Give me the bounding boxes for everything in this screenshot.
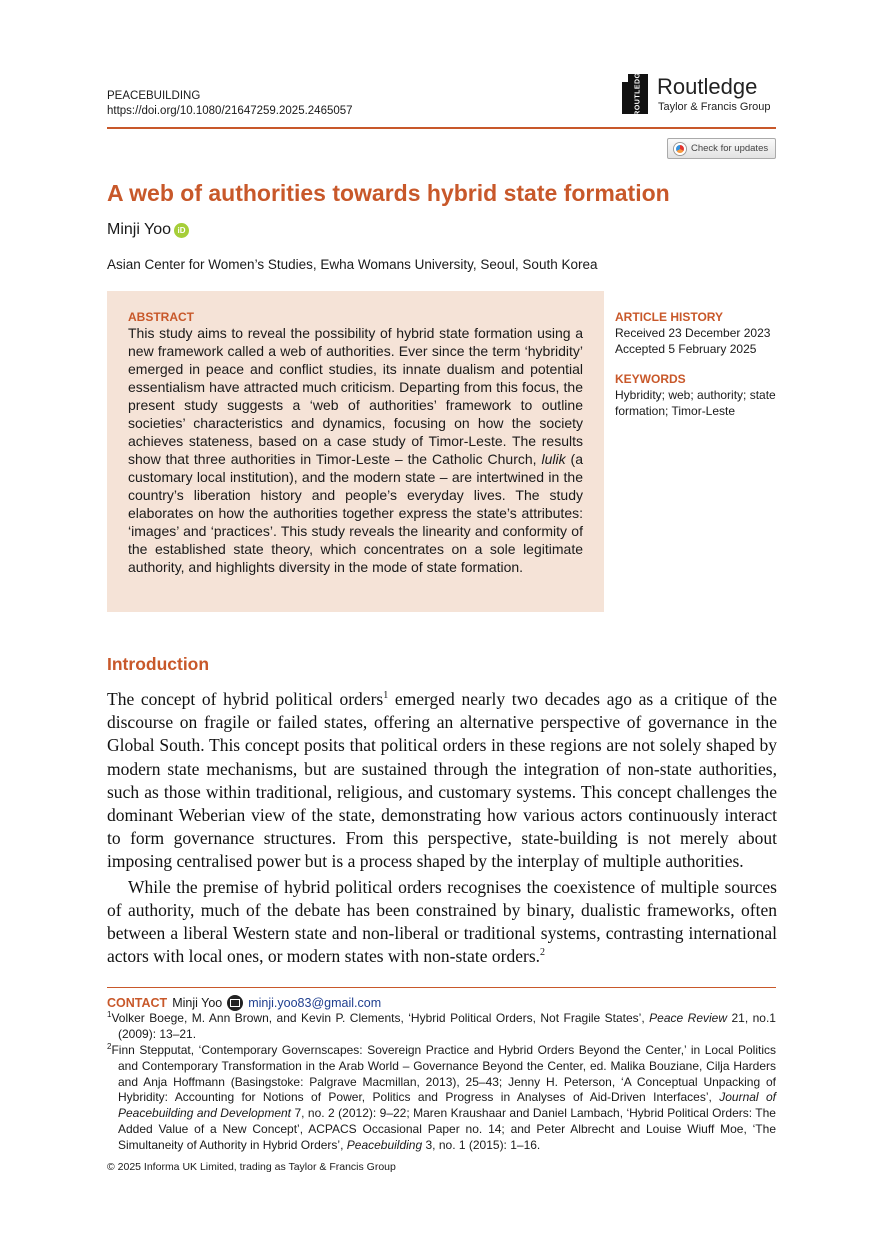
author-line: [107, 221, 189, 239]
contact-name: Minji Yoo: [172, 996, 223, 1010]
keywords-heading: KEYWORDS: [615, 372, 686, 386]
paragraph-text: The concept of hybrid political orders: [107, 689, 384, 709]
footnote-divider: [107, 987, 776, 988]
footnote-italic: Journal of Peacebuilding and Development: [118, 1090, 776, 1121]
keywords-section: [615, 371, 780, 419]
accepted-date: Accepted 5 February 2025: [615, 342, 757, 356]
footnote-italic: Peacebuilding: [346, 1137, 423, 1152]
contact-label: CONTACT: [107, 996, 168, 1010]
keywords-list[interactable]: Hybridity; web; authority; state formation; Timor-Leste: [615, 388, 776, 418]
publisher-name: Routledge: [657, 74, 758, 99]
footnote-2: [107, 1043, 776, 1154]
journal-header: [107, 89, 353, 119]
email-icon: [227, 995, 243, 1011]
doi-link[interactable]: https://doi.org/10.1080/21647259.2025.2465057: [107, 105, 353, 117]
footnote-text: Volker Boege, M. Ann Brown, and Kevin P. Clements, ‘Hybrid Political Orders, Not Fragile States’,: [111, 1011, 650, 1025]
publisher-logo[interactable]: [620, 67, 780, 118]
introduction-body: [107, 688, 777, 968]
paragraph-text: emerged nearly two decades ago as a critique of the discourse on fragile or failed states, offering an alternative perspective of governance in the Global South. This concept posits that political orders in these regions are not solely shaped by modern state mechanisms, but are sustained through the integration of non-state authorities, such as those within traditional, religious, and customary systems. This concept challenges the dominant Weberian view of the state, demonstrating how various actors continuously interact to form governance structures. From this perspective, state-building is not merely about imposing centralised power but is a process shaped by the interplay of multiple authorities.: [107, 689, 777, 872]
copyright-notice: © 2025 Informa UK Limited, trading as Taylor & Francis Group: [107, 1161, 396, 1173]
footnote-number: 1: [107, 1010, 112, 1019]
article-history: [615, 309, 785, 357]
check-for-updates-label: Check for updates: [691, 143, 769, 154]
footnote-ref[interactable]: 2: [540, 947, 546, 959]
abstract-heading: ABSTRACT: [128, 310, 194, 324]
paragraph: [107, 688, 777, 874]
footnote-ref[interactable]: 1: [383, 690, 389, 702]
abstract-text-part: This study aims to reveal the possibility of hybrid state formation using a new framework called a web of authorities. Ever since the term ‘hybridity’ emerged in peace and conflict studies, its innate dualism and potential essentialism have attracted much criticism. Departing from this focus, the present study suggests a ‘web of authorities’ framework to outline societies’ characteristics and dynamics, focusing on how the society achieves stateness, based on a case study of Timor-Leste. The results show that three authorities in Timor-Leste – the Catholic Church,: [128, 325, 583, 467]
contact-line: [107, 995, 381, 1011]
header-divider: [107, 127, 776, 129]
abstract-box: [107, 291, 604, 612]
abstract-text-italic: lulik: [541, 451, 566, 467]
footnote-1: [107, 1011, 776, 1043]
footnote-text: 7, no. 2 (2012): 9–22; Maren Kraushaar and Daniel Lambach, ‘Hybrid Political Orders: The Added Value of a New Concept’, ACPACS Occasional Paper no. 14; and Peter Albrecht and Louise Wiuff Moe, ‘The Simultaneity of Authority in Hybrid Orders’,: [118, 1106, 776, 1152]
crossmark-icon: [674, 143, 686, 155]
paragraph: [107, 876, 777, 969]
affiliation: Asian Center for Women’s Studies, Ewha Womans University, Seoul, South Korea: [107, 257, 598, 272]
received-date: Received 23 December 2023: [615, 326, 771, 340]
article-title: A web of authorities towards hybrid state formation: [107, 180, 670, 206]
footnote-text: 3, no. 1 (2015): 1–16.: [422, 1137, 541, 1152]
logo-vertical-text: ROUTLEDGE: [634, 67, 642, 116]
journal-name: PEACEBUILDING: [107, 90, 201, 102]
footnote-text: Finn Stepputat, ‘Contemporary Governscapes: Sovereign Practice and Hybrid Orders Beyond the Center,’ in Local Politics and Contemporary Transformation in the Arab World – Governance Beyond the Center, ed. Malika Bouziane, Cilja Harders and Anja Hoffmann (Basingstoke: Palgrave Macmillan, 2013), 25–43; Jenny H. Peterson, ‘A Conceptual Unpacking of Hybridity: Accounting for Notions of Power, Politics and Progress in Analyses of Aid-Driven Interfaces’,: [111, 1043, 776, 1105]
footnote-number: 2: [107, 1042, 112, 1051]
check-for-updates-button[interactable]: [667, 138, 776, 159]
introduction-heading: Introduction: [107, 654, 210, 674]
abstract-text-part: (a customary local institution), and the modern state – are intertwined in the country’s liberation history and people’s everyday lives. The study elaborates on how the authorities together express the state’s attributes: ‘images’ and ‘practices’. This study reveals the linearity and conformity of the established state theory, which concentrates on a sole legitimate authority, and highlights diversity in the mode of state formation.: [128, 451, 584, 575]
footnote-text: 21, no.1 (2009): 13–21.: [118, 1011, 776, 1041]
footnote-italic: Peace Review: [649, 1011, 727, 1025]
paragraph-text: While the premise of hybrid political orders recognises the coexistence of multiple sources of authority, much of the debate has been constrained by binary, dualistic frameworks, often between a liberal Western state and non-liberal or traditional systems, contrasting international actors with local ones, or modern states with non-state orders.: [107, 876, 777, 967]
abstract-text: [128, 324, 583, 576]
article-history-heading: ARTICLE HISTORY: [615, 310, 724, 324]
orcid-icon[interactable]: iD: [174, 223, 189, 238]
publisher-group: Taylor & Francis Group: [658, 101, 771, 113]
author-name[interactable]: Minji Yoo: [107, 221, 172, 238]
contact-email-link[interactable]: minji.yoo83@gmail.com: [248, 996, 382, 1010]
